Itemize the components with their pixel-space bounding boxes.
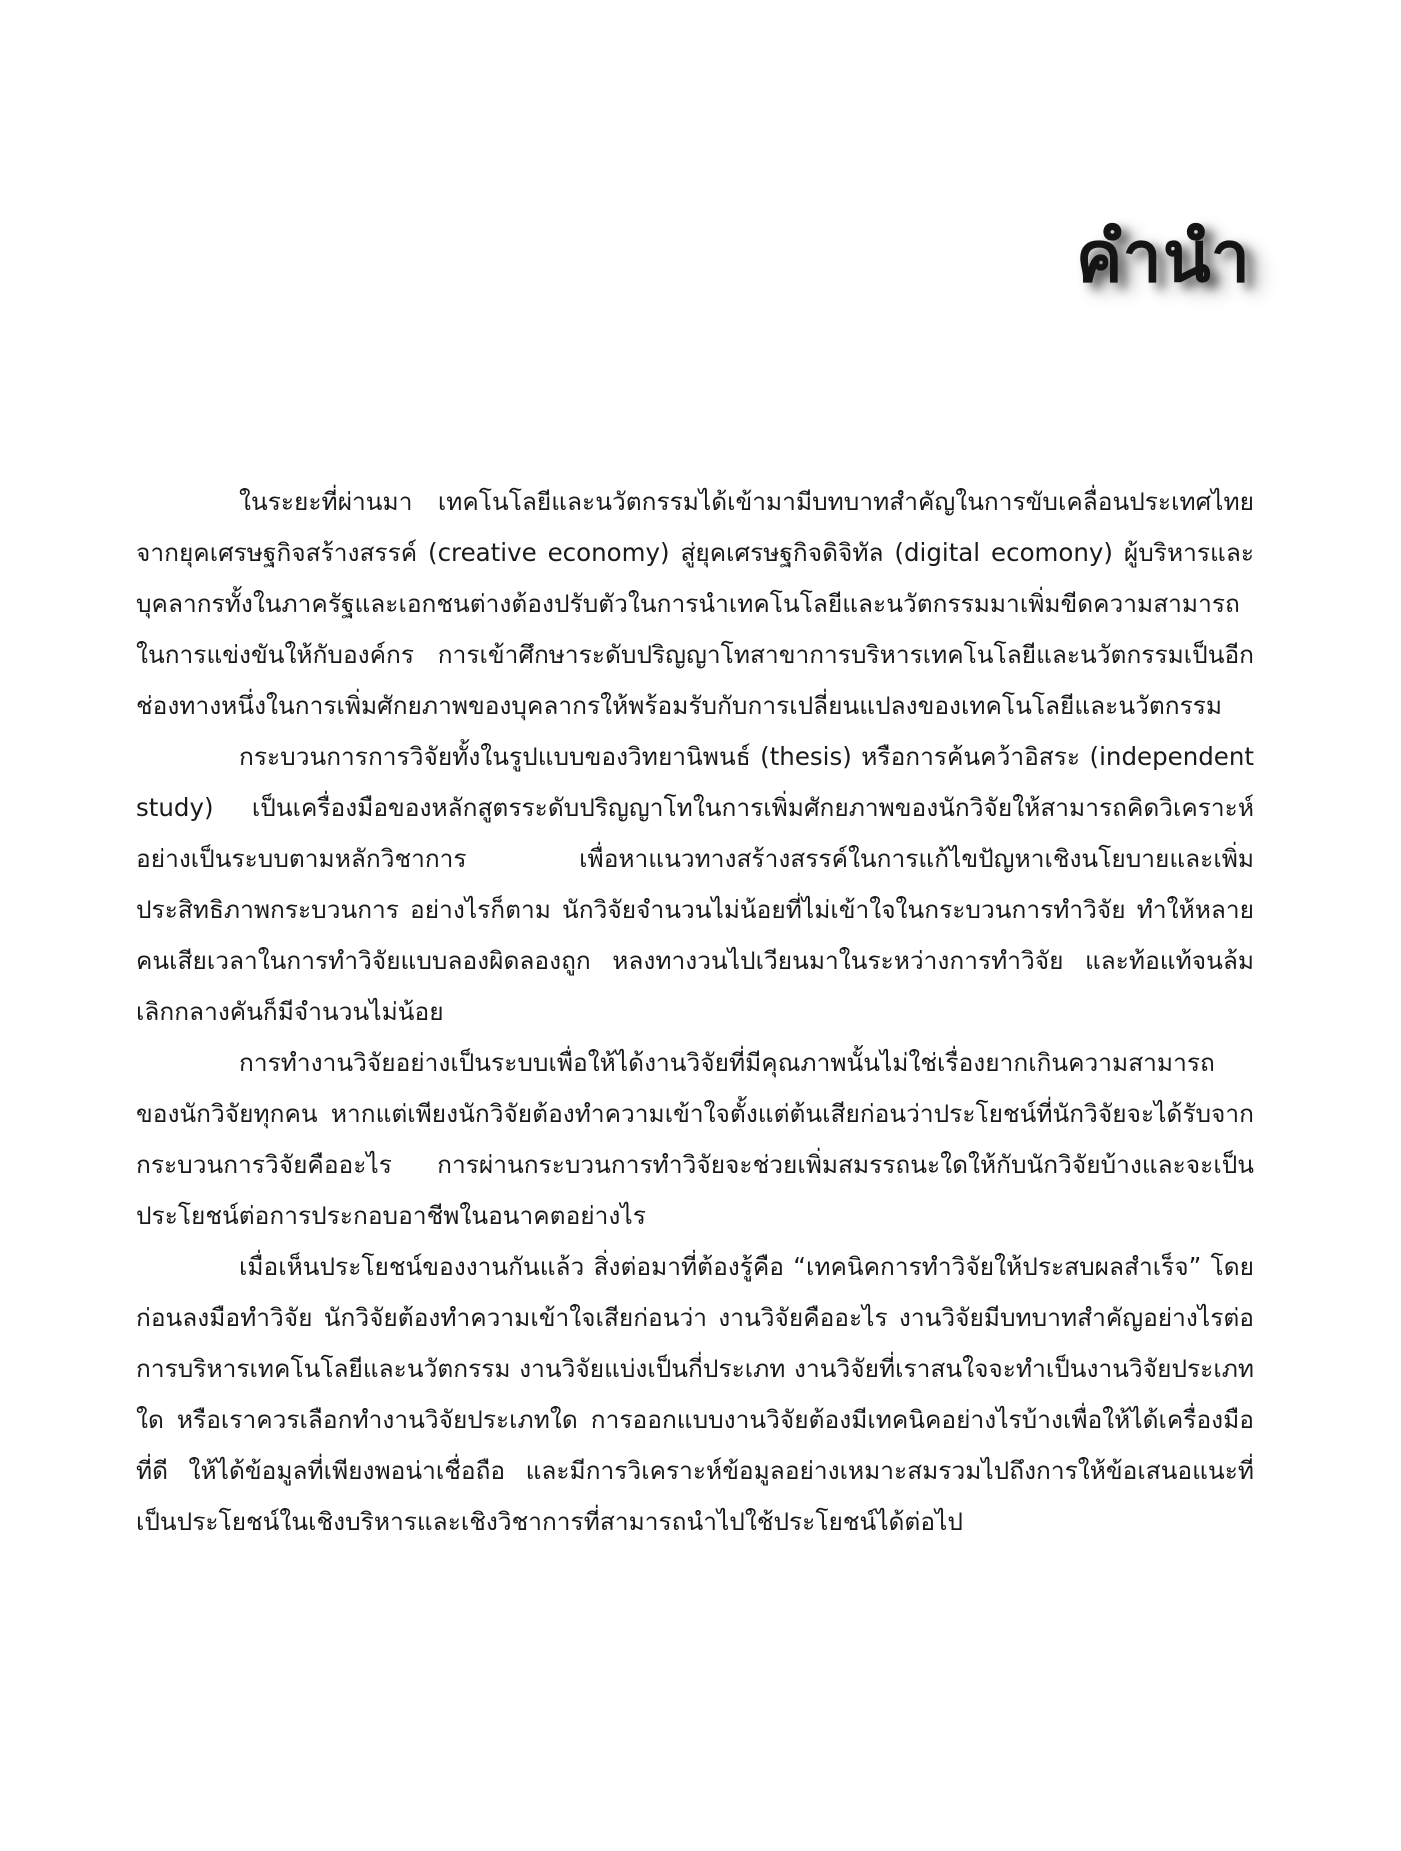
paragraph-4: เมื่อเห็นประโยชน์ของงานกันแล้ว สิ่งต่อมาที่ต้องรู้คือ “เทคนิคการทำวิจัยให้ประสบผลสำเร็จ” โดยก่อนลงมือทำวิจัย นักวิจัยต้องทำความเข้าใจเสียก่อนว่า งานวิจัยคืออะไร งานวิจัยมีบทบาทสำคัญอย่างไรต่อการบริหารเทคโนโลยีและนวัตกรรม งานวิจัยแบ่งเป็นกี่ประเภท งานวิจัยที่เราสนใจจะทำเป็นงานวิจัยประเภทใด หรือเราควรเลือกทำงานวิจัยประเภทใด การออกแบบงานวิจัยต้องมีเทคนิคอย่างไรบ้างเพื่อให้ได้เครื่องมือที่ดี ให้ได้ข้อมูลที่เพียงพอน่าเชื่อถือ และมีการวิเคราะห์ข้อมูลอย่างเหมาะสมรวมไปถึงการให้ข้อเสนอแนะที่เป็นประโยชน์ในเชิงบริหารและเชิงวิชาการที่สามารถนำไปใช้ประโยชน์ได้ต่อไป: [136, 1252, 1254, 1536]
paragraph-2: กระบวนการการวิจัยทั้งในรูปแบบของวิทยานิพนธ์ (thesis) หรือการค้นคว้าอิสระ (independent study) เป็นเครื่องมือของหลักสูตรระดับปริญญาโทในการเพิ่มศักยภาพของนักวิจัยให้สามารถคิดวิเคราะห์อย่างเป็นระบบตามหลักวิชาการ เพื่อหาแนวทางสร้างสรรค์ในการแก้ไขปัญหาเชิงนโยบายและเพิ่มประสิทธิภาพกระบวนการ อย่างไรก็ตาม นักวิจัยจำนวนไม่น้อยที่ไม่เข้าใจในกระบวนการทำวิจัย ทำให้หลายคนเสียเวลาในการทำวิจัยแบบลองผิดลองถูก หลงทางวนไปเวียนมาในระหว่างการทำวิจัย และท้อแท้จนล้มเลิกกลางคันก็มีจำนวนไม่น้อย: [136, 742, 1254, 1026]
paragraph-1: ในระยะที่ผ่านมา เทคโนโลยีและนวัตกรรมได้เข้ามามีบทบาทสำคัญในการขับเคลื่อนประเทศไทย จากยุคเศรษฐกิจสร้างสรรค์ (creative economy) สู่ยุคเศรษฐกิจดิจิทัล (digital ecomony) ผู้บริหารและบุคลากรทั้งในภาครัฐและเอกชนต่างต้องปรับตัวในการนำเทคโนโลยีและนวัตกรรมมาเพิ่มขีดความสามารถในการแข่งขันให้กับองค์กร การเข้าศึกษาระดับปริญญาโทสาขาการบริหารเทคโนโลยีและนวัตกรรมเป็นอีกช่องทางหนึ่งในการเพิ่มศักยภาพของบุคลากรให้พร้อมรับกับการเปลี่ยนแปลงของเทคโนโลยีและนวัตกรรม: [136, 487, 1254, 720]
page-title: คำนำ: [1075, 216, 1251, 298]
paragraph-3: การทำงานวิจัยอย่างเป็นระบบเพื่อให้ได้งานวิจัยที่มีคุณภาพนั้นไม่ใช่เรื่องยากเกินความสามารถของนักวิจัยทุกคน หากแต่เพียงนักวิจัยต้องทำความเข้าใจตั้งแต่ต้นเสียก่อนว่าประโยชน์ที่นักวิจัยจะได้รับจากกระบวนการวิจัยคืออะไร การผ่านกระบวนการทำวิจัยจะช่วยเพิ่มสมรรถนะใดให้กับนักวิจัยบ้างและจะเป็นประโยชน์ต่อการประกอบอาชีพในอนาคตอย่างไร: [136, 1048, 1254, 1230]
preface-body: [136, 476, 1254, 1547]
